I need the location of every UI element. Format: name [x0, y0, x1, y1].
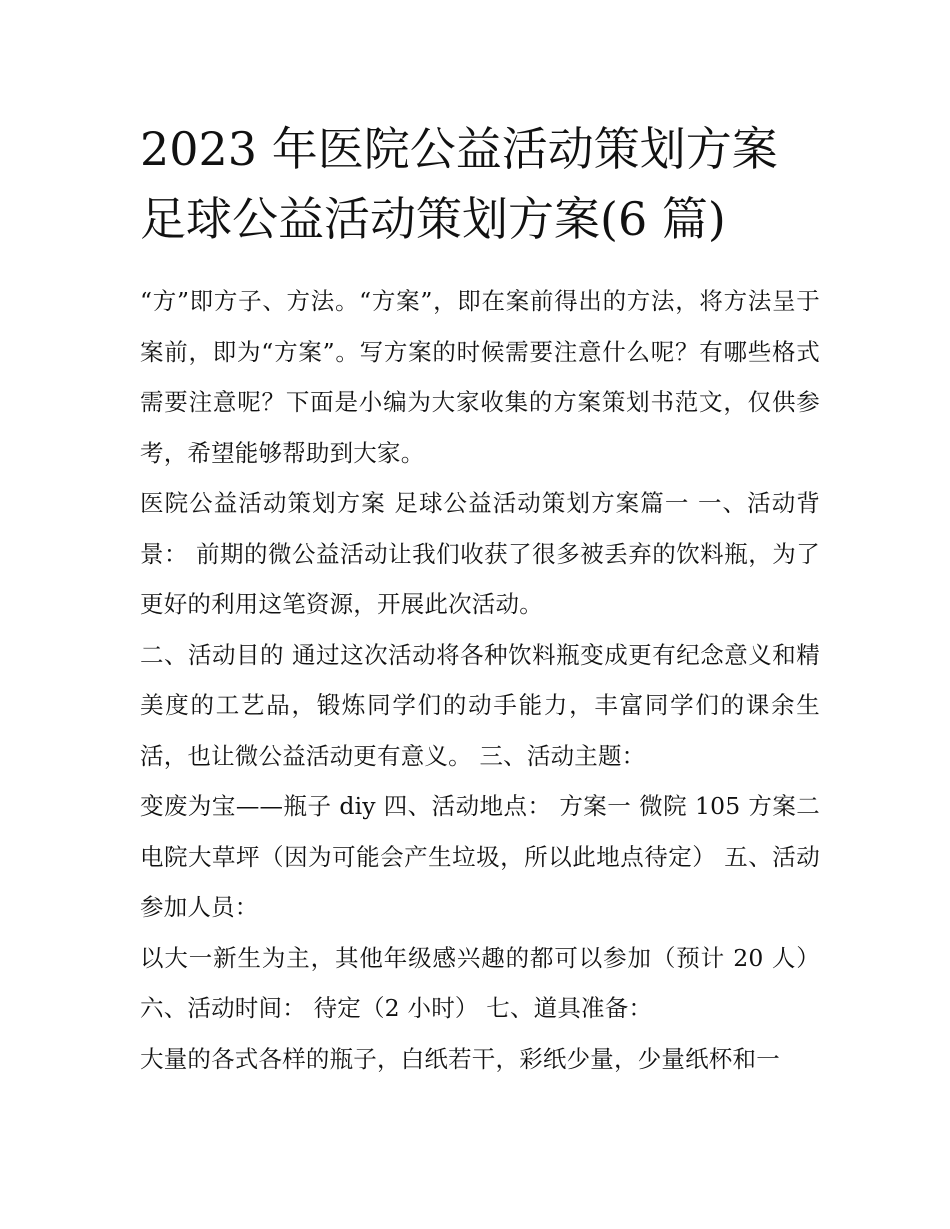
title-line-1: 2023 年医院公益活动策划方案 — [140, 122, 778, 176]
props-paragraph: 大量的各式各样的瓶子，白纸若干，彩纸少量，少量纸杯和一 — [140, 1044, 780, 1073]
theme-location-paragraph: 变废为宝——瓶子 diy 四、活动地点： 方案一 微院 105 方案二 电院大草坪（因为可能会产生垃圾，所以此地点待定） 五、活动参加人员： — [140, 792, 820, 921]
participants-time-paragraph: 以大一新生为主，其他年级感兴趣的都可以参加（预计 20 人） 六、活动时间： 待定（2 小时） 七、道具准备： — [140, 943, 820, 1022]
purpose-paragraph: 二、活动目的 通过这次活动将各种饮料瓶变成更有纪念意义和精美度的工艺品，锻炼同学们的动手能力，丰富同学们的课余生活，也让微公益活动更有意义。 三、活动主题： — [140, 640, 820, 770]
document-title — [140, 114, 820, 254]
document-page — [140, 114, 820, 1084]
background-paragraph: 医院公益活动策划方案 足球公益活动策划方案篇一 一、活动背景： 前期的微公益活动让我们收获了很多被丢弃的饮料瓶，为了更好的利用这笔资源，开展此次活动。 — [140, 489, 820, 618]
intro-paragraph: “方”即方子、方法。“方案”，即在案前得出的方法，将方法呈于案前，即为“方案”。写方案的时候需要注意什么呢？有哪些格式需要注意呢？下面是小编为大家收集的方案策划书范文，仅供参考，希望能够帮助到大家。 — [140, 287, 820, 467]
title-line-2: 足球公益活动策划方案(6 篇) — [140, 192, 726, 246]
